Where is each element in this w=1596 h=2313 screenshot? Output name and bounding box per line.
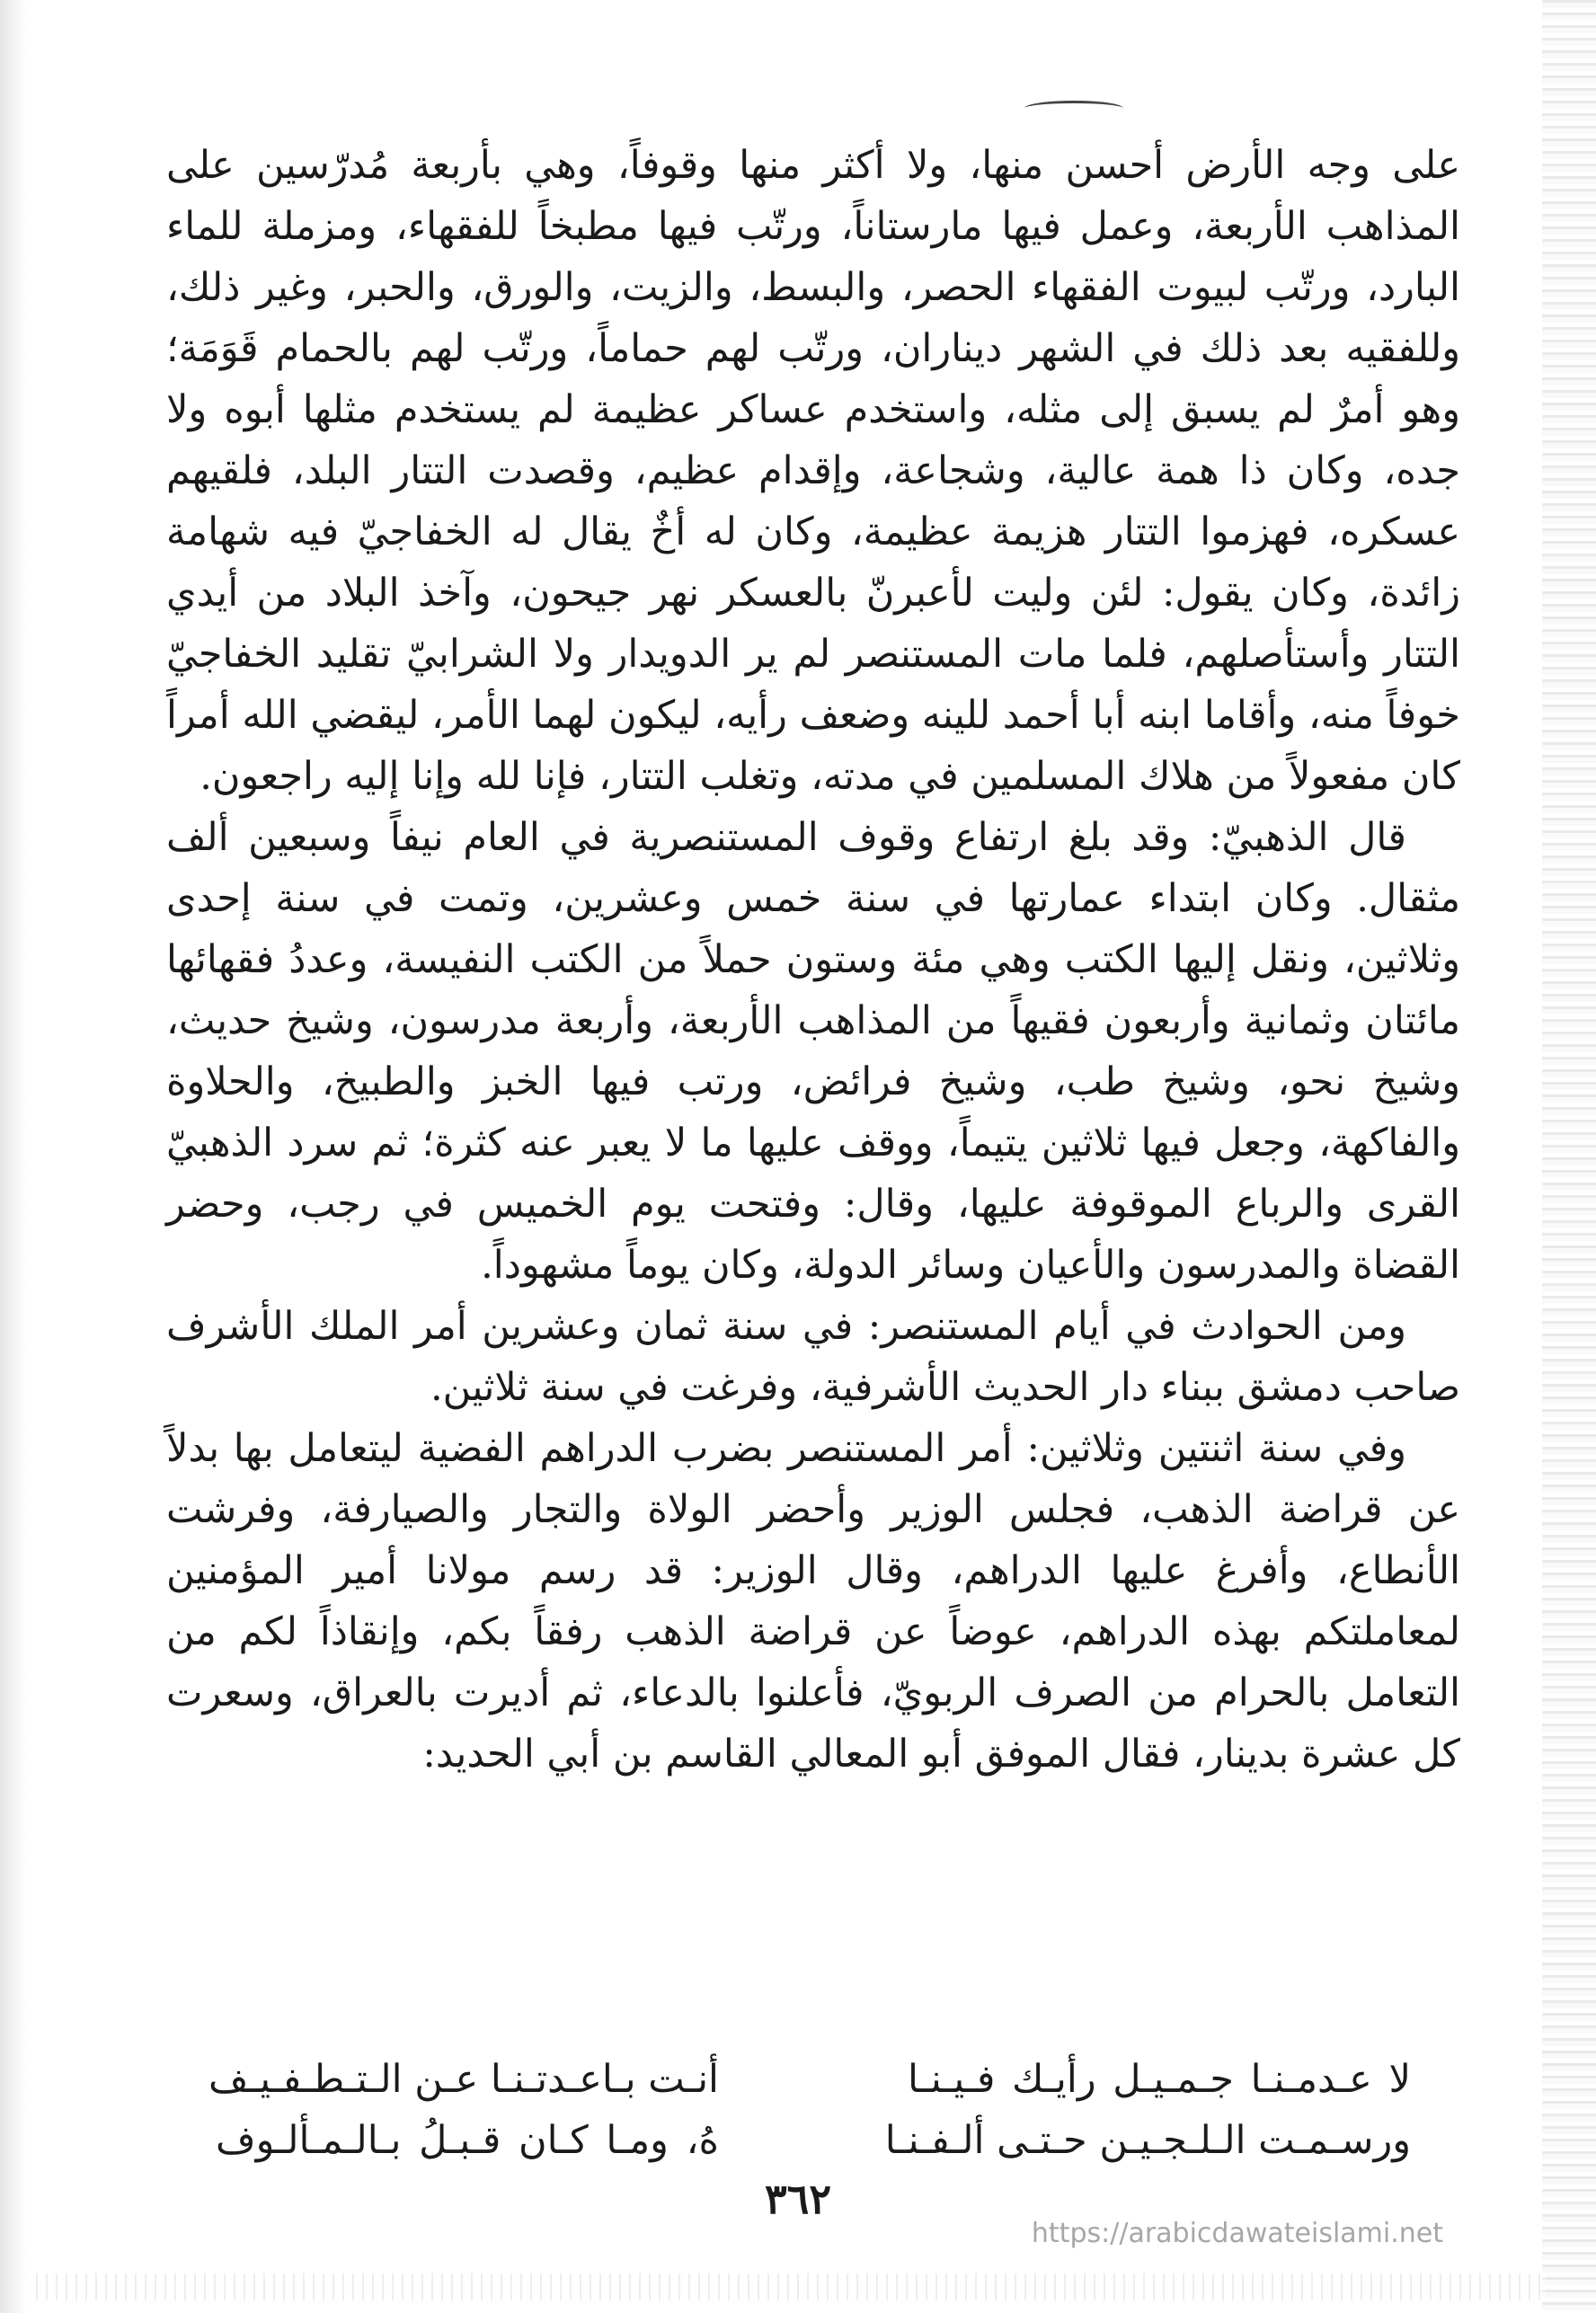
scan-noise-bottom — [36, 2273, 1546, 2300]
watermark-url: https://arabicdawateislami.net — [1031, 2218, 1443, 2249]
scan-edge-right — [1542, 0, 1596, 2313]
verse-2-first-hemistich: ورسـمـت الـلـجـيـن حـتـى ألـفـنـا — [884, 2118, 1411, 2163]
body-text — [166, 135, 1460, 1785]
scan-edge-left — [0, 0, 27, 2313]
paragraph-3: ومن الحوادث في أيام المستنصر: في سنة ثمان وعشرين أمر الملك الأشرف صاحب دمشق ببناء دار الحديث الأشرفية، وفرغت في سنة ثلاثين. — [166, 1304, 1460, 1410]
page-number: ٣٦٢ — [764, 2175, 832, 2223]
paragraph-2: قال الذهبيّ: وقد بلغ ارتفاع وقوف المستنصرية في العام نيفاً وسبعين ألف مثقال. وكان ابتداء عمارتها في سنة خمس وعشرين، وتمت في سنة إحدى وثلاثين، ونقل إليها الكتب وهي مئة وستون حملاً من الكتب النفيسة، وعددُ فقهائها مائتان وثمانية وأربعون فقيهاً من المذاهب الأربعة، وأربعة مدرسون، وشيخ حديث، وشيخ نحو، وشيخ طب، وشيخ فرائض، ورتب فيها الخبز والطبيخ، والحلاوة والفاكهة، وجعل فيها ثلاثين يتيماً، ووقف عليها ما لا يعبر عنه كثرة؛ ثم سرد الذهبيّ القرى والرباع الموقوفة عليها، وقال: وفتحت يوم الخميس في رجب، وحضر القضاة والمدرسون والأعيان وسائر الدولة، وكان يوماً مشهوداً. — [166, 815, 1460, 1288]
verse-1-second-hemistich: أنـت بـاعـدتـنـا عـن الـتـطـفـيـف — [208, 2057, 719, 2102]
verse-1-first-hemistich: لا عـدمـنـا جـمـيـل رأيـك فـيـنـا — [908, 2057, 1411, 2102]
paragraph-4: وفي سنة اثنتين وثلاثين: أمر المستنصر بضرب الدراهم الفضية ليتعامل بها بدلاً عن قراضة الذهب، فجلس الوزير وأحضر الولاة والتجار والصيارفة، وفرشت الأنطاع، وأفرغ عليها الدراهم، وقال الوزير: قد رسم مولانا أمير المؤمنين لمعاملتكم بهذه الدراهم، عوضاً عن قراضة الذهب رفقاً بكم، وإنقاذاً لكم من التعامل بالحرام من الصرف الربويّ، فأعلنوا بالدعاء، ثم أديرت بالعراق، وسعرت كل عشرة بدينار، فقال الموفق أبو المعالي القاسم بن أبي الحديد: — [166, 1426, 1460, 1777]
poem — [208, 2049, 1411, 2171]
poem-verse-1 — [208, 2049, 1411, 2110]
paragraph-1: على وجه الأرض أحسن منها، ولا أكثر منها وقوفاً، وهي بأربعة مُدرّسين على المذاهب الأربعة، وعمل فيها مارستاناً، ورتّب فيها مطبخاً للفقهاء، ومزملة للماء البارد، ورتّب لبيوت الفقهاء الحصر، والبسط، والزيت، والورق، والحبر، وغير ذلك، وللفقيه بعد ذلك في الشهر ديناران، ورتّب لهم حماماً، ورتّب لهم بالحمام قَوَمَة؛ وهو أمرٌ لم يسبق إلى مثله، واستخدم عساكر عظيمة لم يستخدم مثلها أبوه ولا جده، وكان ذا همة عالية، وشجاعة، وإقدام عظيم، وقصدت التتار البلد، فلقيهم عسكره، فهزموا التتار هزيمة عظيمة، وكان له أخٌ يقال له الخفاجيّ فيه شهامة زائدة، وكان يقول: لئن وليت لأعبرنّ بالعسكر نهر جيحون، وآخذ البلاد من أيدي التتار وأستأصلهم، فلما مات المستنصر لم ير الدويدار ولا الشرابيّ تقليد الخفاجيّ خوفاً منه، وأقاما ابنه أبا أحمد للينه وضعف رأيه، ليكون لهما الأمر، ليقضي الله أمراً كان مفعولاً من هلاك المسلمين في مدته، وتغلب التتار، فإنا لله وإنا إليه راجعون. — [166, 143, 1460, 799]
verse-2-second-hemistich: هُ، ومـا كـان قـبـلُ بـالـمـألـوف — [216, 2118, 719, 2163]
poem-verse-2 — [216, 2110, 1411, 2171]
header-ornament — [1024, 101, 1123, 116]
